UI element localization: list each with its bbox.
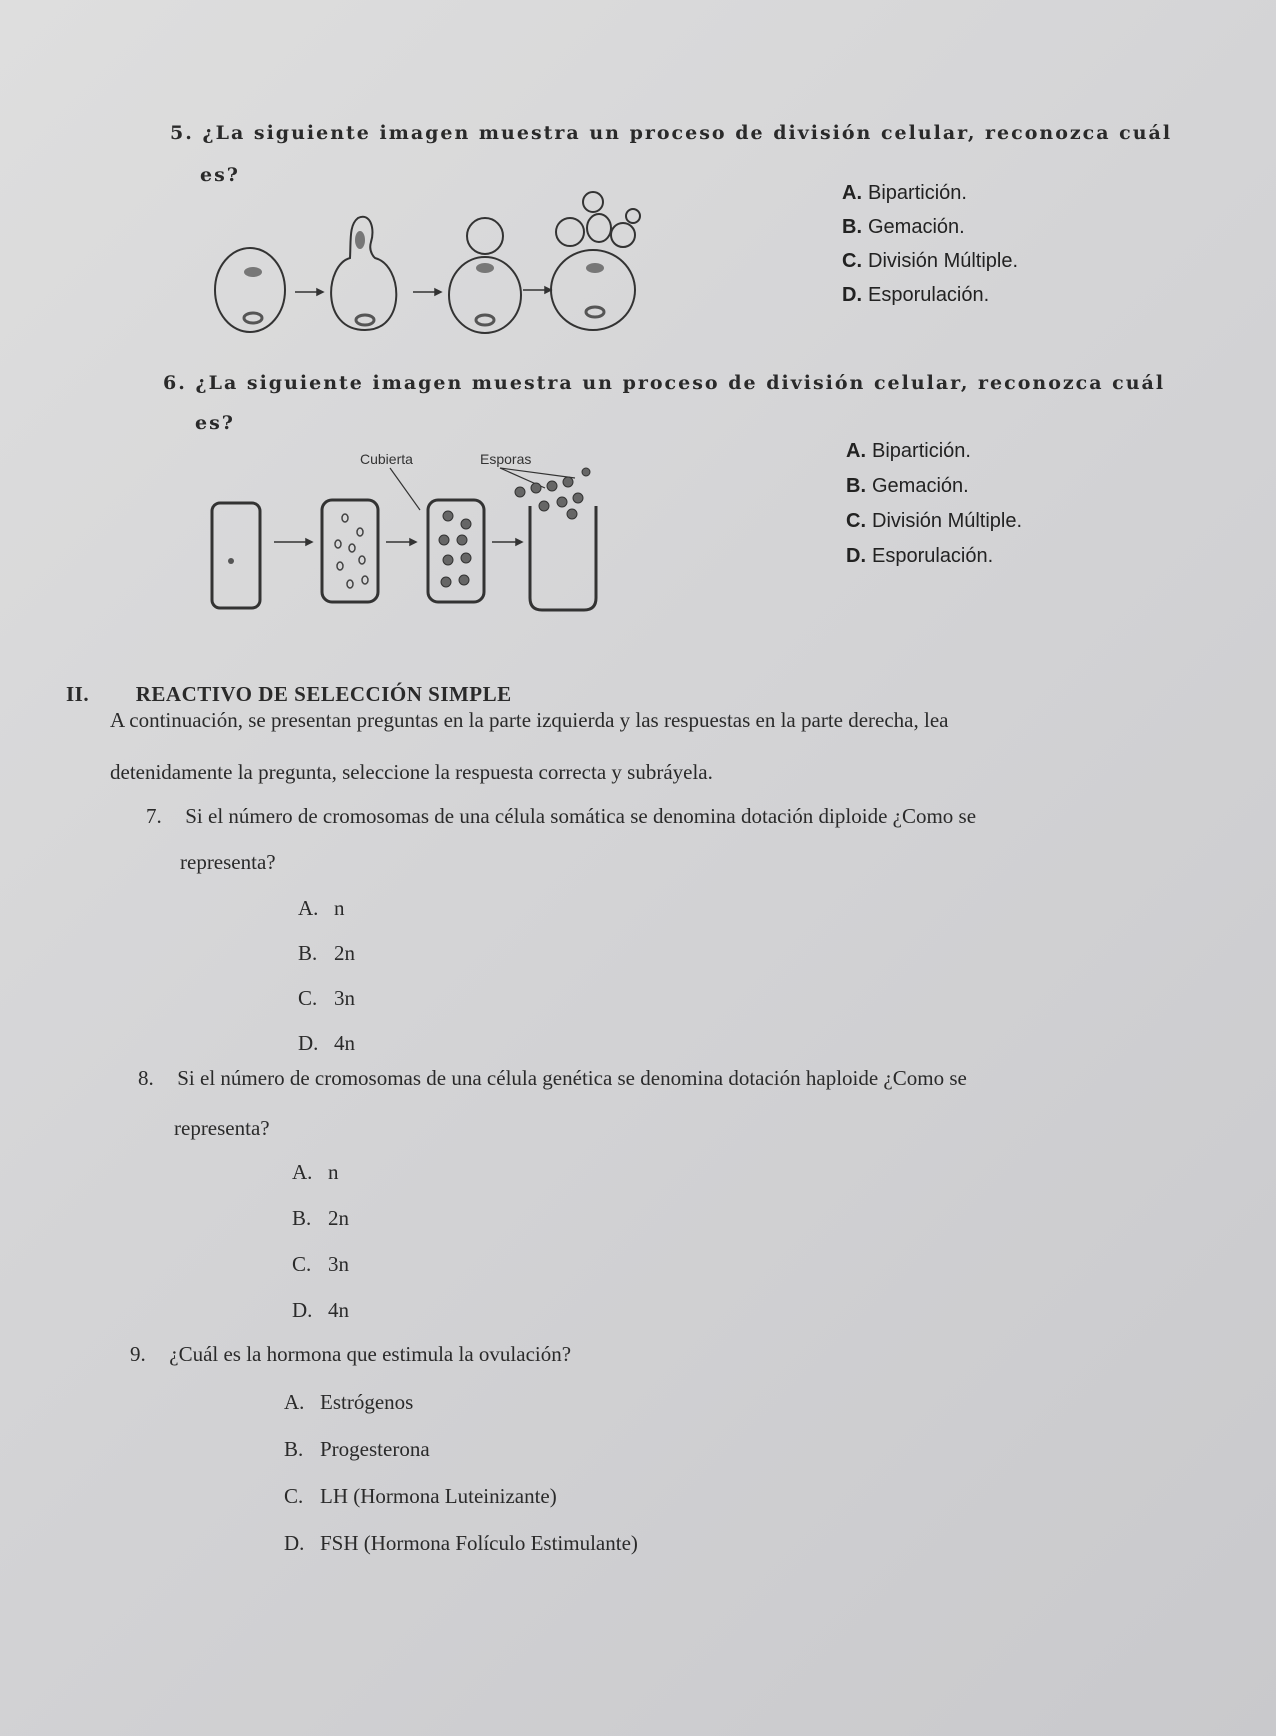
q6-options: [846, 440, 1022, 580]
q5-options: [842, 182, 1018, 318]
q6-question-line1: [163, 372, 1165, 394]
q8-question-line1: [138, 1066, 967, 1091]
q5-text: ¿La siguiente imagen muestra un proceso de división celular, reconozca cuál: [202, 122, 1173, 144]
q5-option-c[interactable]: C. División Múltiple.: [842, 250, 1019, 272]
q7-question-line1: [146, 804, 976, 829]
label-spores: Esporas: [480, 451, 532, 467]
q8-number: 8.: [138, 1066, 154, 1090]
q8-options: [292, 1160, 349, 1344]
q9-number: 9.: [130, 1342, 146, 1366]
q9-option-b[interactable]: B. Progesterona: [284, 1437, 430, 1461]
q9-question: [130, 1342, 571, 1367]
q9-option-a[interactable]: A. Estrógenos: [284, 1390, 414, 1414]
budding-cell-4-bud: [583, 192, 603, 212]
q8-option-c[interactable]: C. 3n: [292, 1252, 349, 1276]
q9-option-c[interactable]: C. LH (Hormona Luteinizante): [284, 1484, 557, 1508]
q6-number: 6.: [163, 372, 187, 394]
section-instructions-line1: A continuación, se presentan preguntas en la parte izquierda y las respuestas en la parte derecha, lea: [110, 708, 949, 732]
q6-option-a[interactable]: A. Bipartición.: [846, 440, 971, 462]
q5-option-b[interactable]: B. Gemación.: [842, 216, 965, 238]
q5-question-line2: es?: [200, 164, 240, 186]
section-instructions-line2: detenidamente la pregunta, seleccione la respuesta correcta y subráyela.: [110, 760, 713, 784]
q7-option-c[interactable]: C. 3n: [298, 986, 355, 1010]
section-numeral: II.: [66, 682, 90, 706]
q7-text: Si el número de cromosomas de una célula somática se denomina dotación diploide ¿Como se: [185, 804, 977, 828]
q7-option-d[interactable]: D. 4n: [298, 1031, 355, 1055]
budding-cell-2: [331, 217, 396, 330]
sporulation-diagram: [200, 448, 620, 618]
q8-text: Si el número de cromosomas de una célula genética se denomina dotación haploide ¿Como se: [177, 1066, 967, 1090]
budding-diagram: [205, 180, 665, 350]
budding-cell-4-bud: [611, 223, 635, 247]
q6-option-d[interactable]: D. Esporulación.: [846, 545, 994, 567]
q8-option-b[interactable]: B. 2n: [292, 1206, 349, 1230]
q5-number: 5.: [170, 122, 194, 144]
label-cover: Cubierta: [360, 451, 413, 467]
q8-question-line2: representa?: [174, 1116, 270, 1140]
budding-cell-4-bud: [626, 209, 640, 223]
q7-question-line2: representa?: [180, 850, 276, 874]
budding-cell-4-bud: [556, 218, 584, 246]
q6-option-c[interactable]: C. División Múltiple.: [846, 510, 1023, 532]
q9-options: [284, 1390, 638, 1578]
budding-cell-4-bud: [587, 214, 611, 242]
q8-option-a[interactable]: A. n: [292, 1160, 339, 1184]
section-title: REACTIVO DE SELECCIÓN SIMPLE: [135, 682, 512, 706]
q8-option-d[interactable]: D. 4n: [292, 1298, 349, 1322]
q7-options: [298, 896, 355, 1076]
sporulation-cell-4: [530, 506, 596, 610]
q5-question-line1: [170, 122, 1172, 144]
q5-option-d[interactable]: D. Esporulación.: [842, 284, 990, 306]
q7-option-b[interactable]: B. 2n: [298, 941, 355, 965]
section-heading: [66, 682, 512, 707]
budding-cell-3-bud: [467, 218, 503, 254]
sporulation-cell-1: [212, 503, 260, 608]
q5-option-a[interactable]: A. Bipartición.: [842, 182, 967, 204]
q6-text: ¿La siguiente imagen muestra un proceso de división celular, reconozca cuál: [195, 372, 1166, 394]
budding-cell-1: [215, 248, 285, 332]
q7-option-a[interactable]: A. n: [298, 896, 345, 920]
sporulation-cell-3: [428, 500, 484, 602]
q6-option-b[interactable]: B. Gemación.: [846, 475, 969, 497]
q7-number: 7.: [146, 804, 162, 828]
q9-text: ¿Cuál es la hormona que estimula la ovulación?: [169, 1342, 572, 1366]
q6-question-line2: es?: [195, 412, 235, 434]
q9-option-d[interactable]: D. FSH (Hormona Folículo Estimulante): [284, 1531, 638, 1555]
